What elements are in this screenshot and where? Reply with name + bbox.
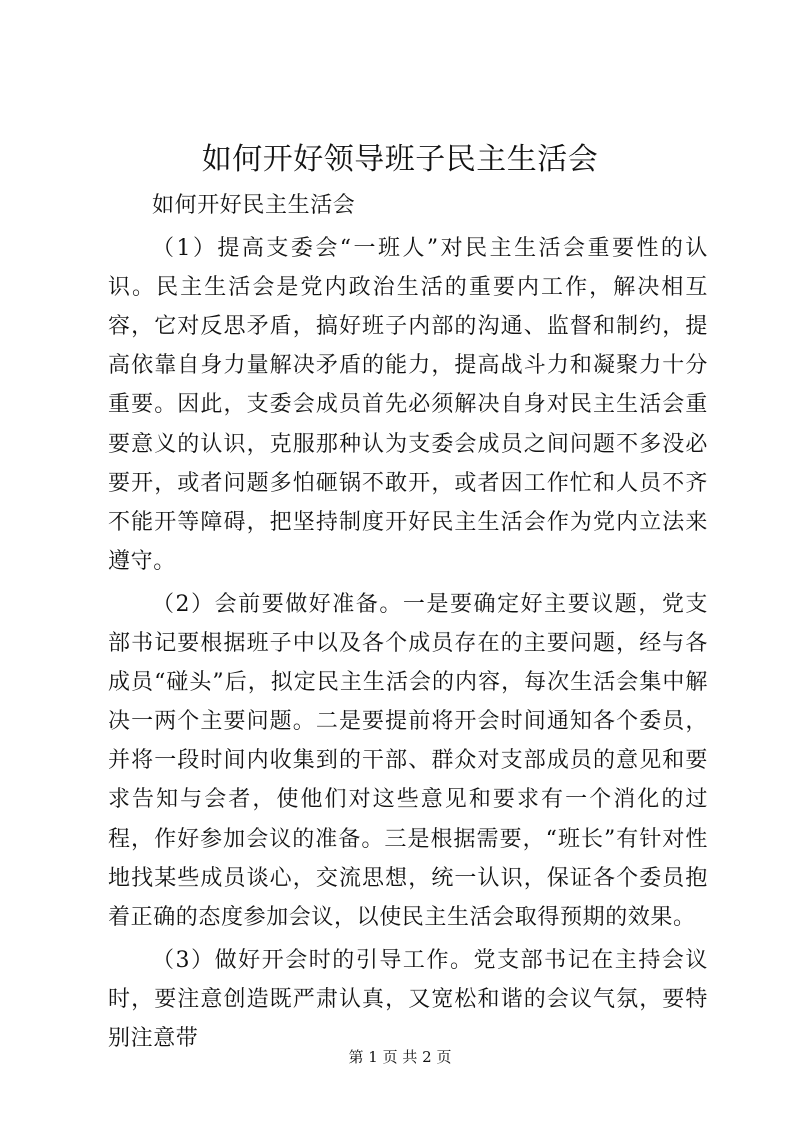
paragraph-1: （1）提高支委会“一班人”对民主生活会重要性的认识。民主生活会是党内政治生活的重要内工作，解决相互容，它对反思矛盾，搞好班子内部的沟通、监督和制约，提高依靠自身力量解决矛盾的能力，提高战斗力和凝聚力十分重要。因此，支委会成员首先必须解决自身对民主生活会重要意义的认识，克服那种认为支委会成员之间问题不多没必要开，或者问题多怕砸锅不敢开，或者因工作忙和人员不齐不能开等障碍，把坚持制度开好民主生活会作为党内立法来遵守。 [108, 236, 708, 574]
paragraph-2: （2）会前要做好准备。一是要确定好主要议题，党支部书记要根据班子中以及各个成员存在的主要问题，经与各成员“碰头”后，拟定民主生活会的内容，每次生活会集中解决一两个主要问题。二是要提前将开会时间通知各个委员，并将一段时间内收集到的干部、群众对支部成员的意见和要求告知与会者，使他们对这些意见和要求有一个消化的过程，作好参加会议的准备。三是根据需要，“班长”有针对性地找某些成员谈心，交流思想，统一认识，保证各个委员抱着正确的态度参加会议，以使民主生活会取得预期的效果。 [108, 591, 708, 930]
document-title: 如何开好领导班子民主生活会 [201, 142, 599, 177]
page-footer: 第 1 页 共 2 页 [348, 1048, 452, 1066]
document-body [108, 186, 708, 1058]
section-subtitle: 如何开好民主生活会 [152, 193, 356, 218]
paragraph-3: （3）做好开会时的引导工作。党支部书记在主持会议时，要注意创造既严肃认真，又宽松和谐的会议气氛，要特别注意带 [108, 947, 708, 1051]
